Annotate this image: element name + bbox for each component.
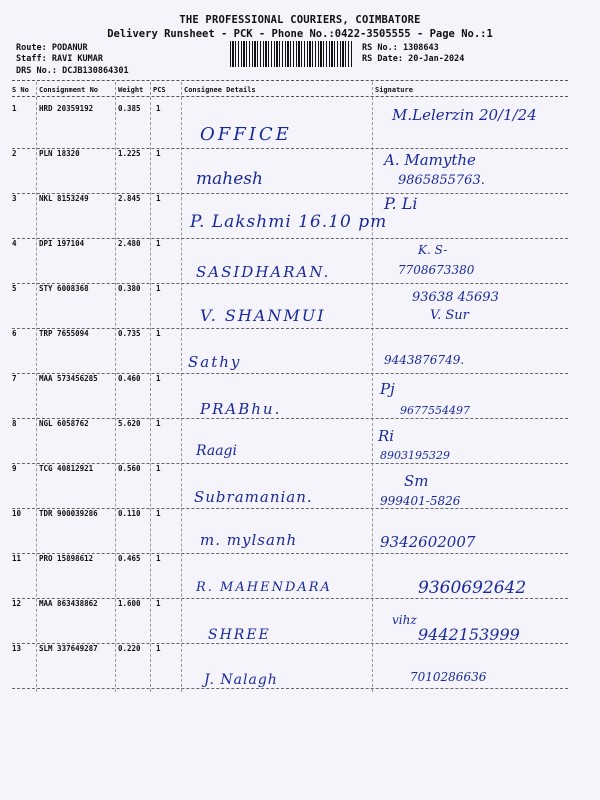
row-pcs: 1 [156,374,161,383]
consignee-handwriting: m. mylsanh [200,531,298,549]
header-divider-top [12,80,568,81]
row-consignment: PLN 18320 [39,149,80,158]
signature-handwriting: 9443876749. [384,353,465,367]
row-consignment: PRO 15898612 [39,554,94,563]
row-sno: 6 [12,329,17,338]
consignee-handwriting: OFFICE [200,124,292,145]
row-sno: 9 [12,464,17,473]
row-weight: 2.845 [118,194,141,203]
row-sno: 11 [12,554,22,563]
row-pcs: 1 [156,644,161,653]
drs-value: DCJB130864301 [62,66,129,76]
row-consignment: TRP 7655094 [39,329,89,338]
table-row [0,329,600,374]
staff-label: Staff: [16,54,47,64]
rs-no-label: RS No.: [362,43,398,53]
row-pcs: 1 [156,419,161,428]
row-pcs: 1 [156,194,161,203]
row-pcs: 1 [156,284,161,293]
drs-line [16,66,129,76]
row-consignment: MAA 573456285 [39,374,98,383]
row-divider [12,688,568,689]
signature-handwriting: 93638 45693 [412,290,499,305]
signature-handwriting: 7010286636 [410,670,487,684]
signature-handwriting: A. Mamythe [384,151,476,169]
row-pcs: 1 [156,554,161,563]
drs-label: DRS No.: [16,66,57,76]
row-sno: 8 [12,419,17,428]
row-sno: 7 [12,374,17,383]
sheet-subtitle: Delivery Runsheet - PCK - Phone No.:0422-3505555 - Page No.:1 [107,28,493,40]
table-row [0,554,600,599]
table-row [0,464,600,509]
row-pcs: 1 [156,329,161,338]
row-sno: 3 [12,194,17,203]
sheet-title: THE PROFESSIONAL COURIERS, COIMBATORE [179,14,421,26]
signature-handwriting-2: V. Sur [430,308,469,323]
row-weight: 5.620 [118,419,141,428]
row-weight: 0.220 [118,644,141,653]
rs-date-line [362,54,464,64]
row-pcs: 1 [156,464,161,473]
signature-handwriting: Pj [380,380,395,398]
row-sno: 12 [12,599,22,608]
table-row [0,284,600,329]
consignee-handwriting: PRABhu. [200,400,282,418]
consignee-handwriting: mahesh [196,169,263,189]
col-header-pcs: PCS [153,86,166,94]
row-pcs: 1 [156,239,161,248]
row-pcs: 1 [156,149,161,158]
signature-handwriting: 9342602007 [380,533,476,551]
barcode [230,41,352,67]
consignee-handwriting: Subramanian. [194,488,313,506]
table-row [0,149,600,194]
consignee-handwriting: R. MAHENDARA [196,580,332,595]
consignee-handwriting: SHREE [208,627,271,643]
row-weight: 1.225 [118,149,141,158]
route-value: PODANUR [51,43,88,53]
rs-date-label: RS Date: [362,54,403,64]
signature-handwriting: Ri [378,427,395,445]
signature-handwriting-2: 7708673380 [398,263,475,277]
route-label: Route: [16,43,47,53]
col-header-consignment: Consignment No [39,86,99,94]
row-weight: 0.380 [118,284,141,293]
row-consignment: NGL 6058762 [39,419,89,428]
staff-line [16,54,103,64]
signature-handwriting-2: 9677554497 [400,404,470,417]
table-row [0,644,600,689]
row-weight: 0.460 [118,374,141,383]
row-weight: 2.480 [118,239,141,248]
row-consignment: SLM 337649287 [39,644,98,653]
route-line [16,43,88,53]
row-sno: 5 [12,284,17,293]
row-weight: 1.600 [118,599,141,608]
row-sno: 4 [12,239,17,248]
consignee-handwriting: P. Lakshmi 16.10 pm [190,212,388,232]
col-header-consignee: Consignee Details [184,86,256,94]
row-sno: 2 [12,149,17,158]
col-header-signature: Signature [375,86,413,94]
signature-handwriting-2: 8903195329 [380,449,450,462]
table-row [0,239,600,284]
row-pcs: 1 [156,599,161,608]
row-weight: 0.465 [118,554,141,563]
header-divider-bottom [12,96,568,97]
rs-no-value: 1308643 [402,43,439,53]
row-sno: 13 [12,644,22,653]
signature-handwriting: K. S- [418,243,448,257]
row-weight: 0.735 [118,329,141,338]
row-consignment: DPI 197104 [39,239,85,248]
row-consignment: NKL 8153249 [39,194,89,203]
row-weight: 0.560 [118,464,141,473]
row-weight: 0.385 [118,104,141,113]
row-sno: 1 [12,104,17,113]
row-pcs: 1 [156,509,161,518]
consignee-handwriting: SASIDHARAN. [196,263,331,281]
signature-handwriting: M.Lelerzin 20/1/24 [392,106,537,124]
row-pcs: 1 [156,104,161,113]
signature-handwriting: vihz [392,613,417,627]
table-row [0,374,600,419]
signature-handwriting-2: 9442153999 [418,625,520,644]
staff-value: RAVI KUMAR [51,54,104,64]
rs-date-value: 20-Jan-2024 [408,54,465,64]
col-header-sno: S No [12,86,29,94]
row-consignment: TCG 40812921 [39,464,94,473]
row-consignment: HRD 20359192 [39,104,94,113]
row-sno: 10 [12,509,22,518]
table-row [0,599,600,644]
signature-handwriting: P. Li [384,194,418,213]
consignee-handwriting: Sathy [188,353,242,371]
signature-handwriting: Sm [404,472,429,490]
row-consignment: TDR 900039286 [39,509,98,518]
table-row [0,509,600,554]
consignee-handwriting: V. SHANMUI [200,306,326,325]
consignee-handwriting: J. Nalagh [204,672,278,688]
col-header-weight: Weight [118,86,144,94]
rs-no-line [362,43,439,53]
table-row [0,419,600,464]
signature-handwriting: 9360692642 [418,578,527,598]
signature-handwriting-2: 9865855763. [398,173,485,188]
row-consignment: MAA 863438862 [39,599,98,608]
row-consignment: STY 6008368 [39,284,89,293]
signature-handwriting-2: 999401-5826 [380,494,461,508]
table-row [0,194,600,239]
consignee-handwriting: Raagi [196,443,237,459]
table-row [0,104,600,149]
row-weight: 0.110 [118,509,141,518]
